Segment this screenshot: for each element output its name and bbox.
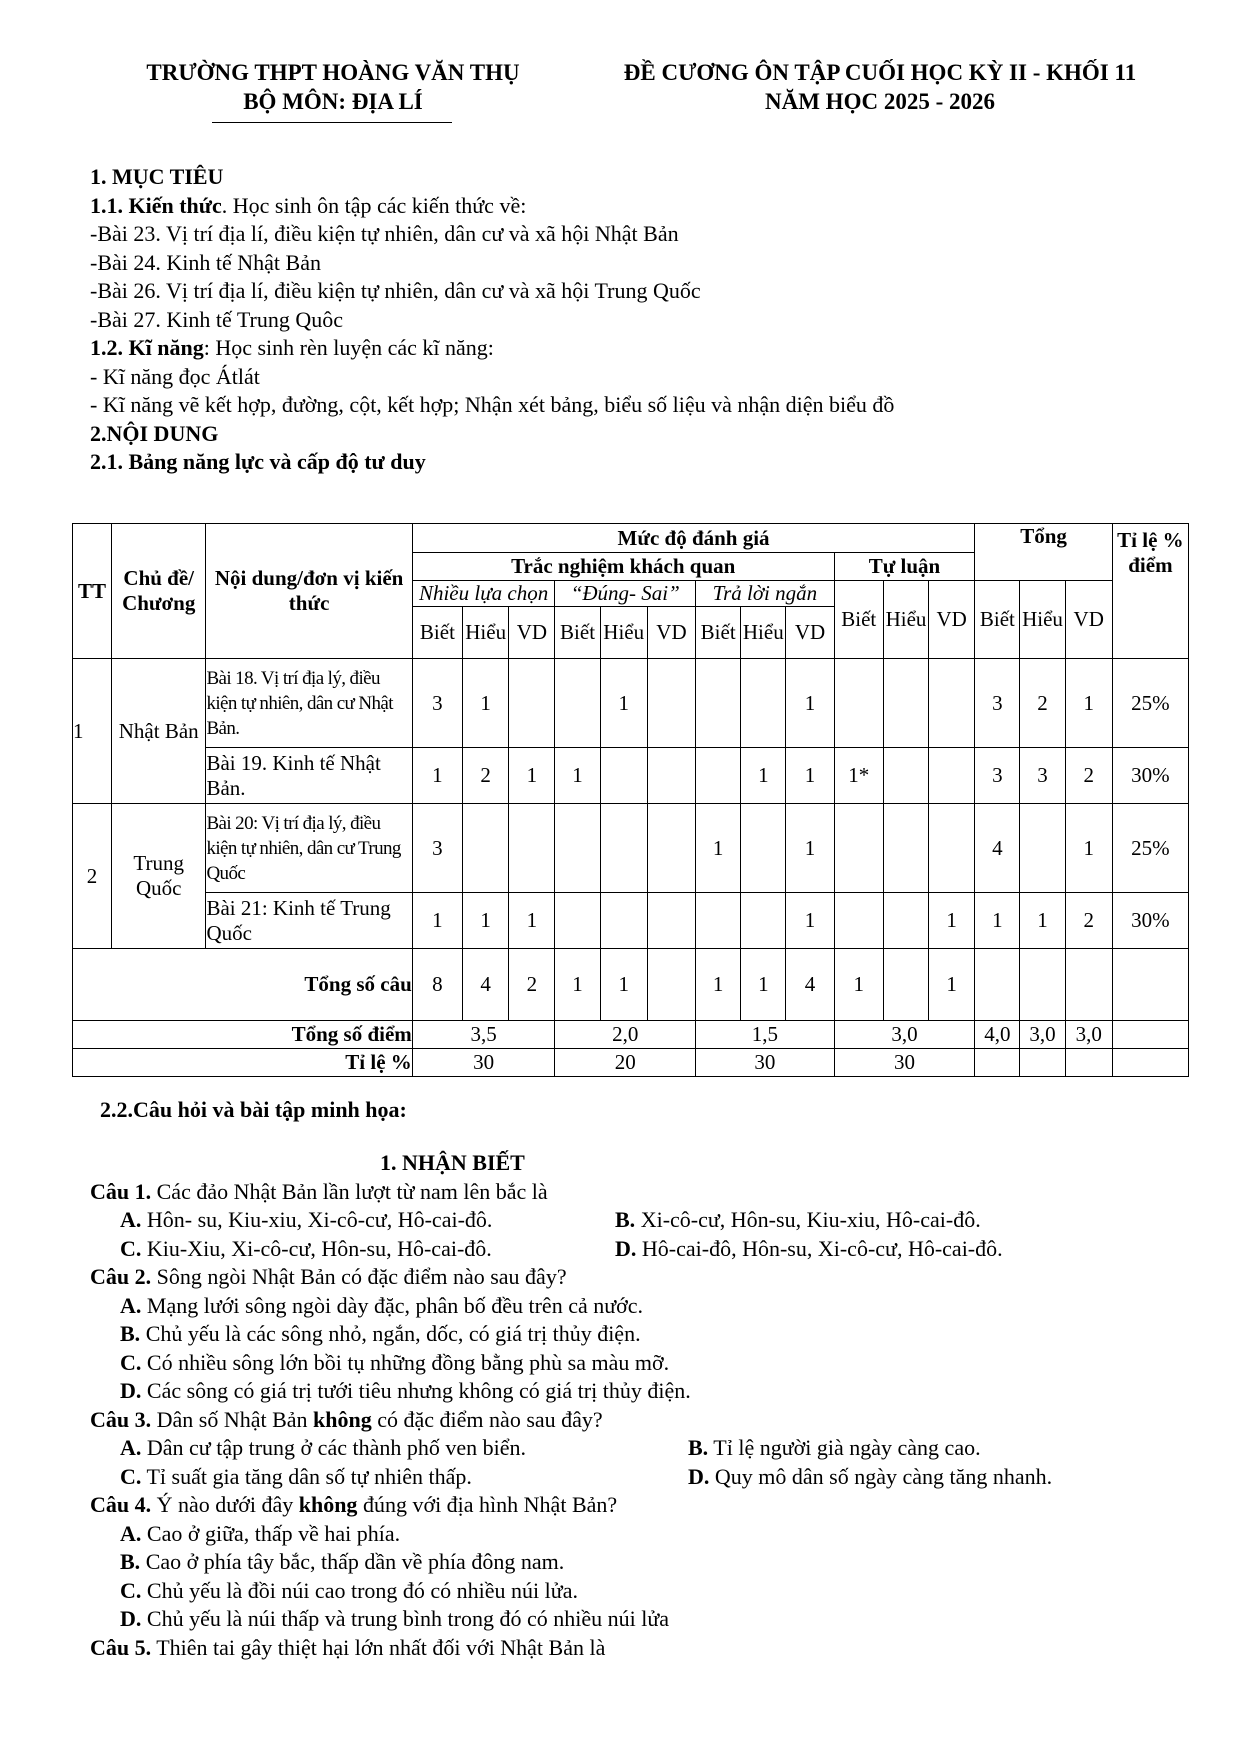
cell (696, 893, 741, 949)
ratio-row (73, 1049, 1189, 1077)
lv-biet: Biết (555, 607, 600, 659)
cell: 1* (834, 748, 883, 804)
cell: 30 (834, 1049, 975, 1077)
cell (929, 748, 975, 804)
cell: 8 (412, 949, 462, 1021)
cell: 1,5 (696, 1021, 835, 1049)
cell: 1 (929, 949, 975, 1021)
cell: 1 (555, 949, 600, 1021)
total-questions-label: Tổng số câu (73, 949, 413, 1021)
question: Câu 1. Các đảo Nhật Bản lần lượt từ nam lên bắc là (90, 1178, 548, 1204)
assessment-matrix (72, 523, 1189, 1077)
option-a: A. Cao ở giữa, thấp về hai phía. (120, 1520, 401, 1546)
cell: 1 (975, 893, 1020, 949)
cell: 3,5 (412, 1021, 555, 1049)
cell (1020, 804, 1065, 893)
option-a: A. Dân cư tập trung ở các thành phố ven biển. (120, 1435, 526, 1460)
col-nlc: Nhiều lựa chọn (412, 581, 555, 607)
row-noidung: Bài 19. Kinh tế Nhật Bản. (206, 748, 412, 804)
school-year: NĂM HỌC 2025 - 2026 (765, 89, 995, 114)
col-chude: Chủ đề/ Chương (112, 524, 206, 659)
lv-hieu: Hiểu (741, 607, 786, 659)
options-row (90, 1206, 1210, 1235)
total-points-label: Tổng số điểm (73, 1021, 413, 1049)
col-tln: Trả lời ngắn (696, 581, 835, 607)
cell: 4 (463, 949, 509, 1021)
lv-vd: VD (786, 607, 834, 659)
lv-hieu: Hiểu (463, 607, 509, 659)
cell (600, 804, 647, 893)
lv-vd: VD (1065, 581, 1112, 659)
cell: 1 (463, 893, 509, 949)
option-d: D. Hô-cai-đô, Hôn-su, Xi-cô-cư, Hô-cai-đô. (615, 1235, 1003, 1261)
col-tt: TT (73, 524, 112, 659)
cell (741, 804, 786, 893)
section-title: 1. MỤC TIÊU (90, 164, 224, 189)
cell: 1 (929, 893, 975, 949)
cell (555, 804, 600, 893)
cell: 1 (786, 804, 834, 893)
knowledge-item: -Bài 26. Vị trí địa lí, điều kiện tự nhiên, dân cư và xã hội Trung Quốc (90, 278, 701, 303)
cell: 4 (975, 804, 1020, 893)
option-c: C. Có nhiều sông lớn bồi tụ những đồng bằng phù sa màu mỡ. (120, 1349, 670, 1375)
cell (600, 893, 647, 949)
cell: 30 (696, 1049, 835, 1077)
cell: 1 (600, 949, 647, 1021)
cell: 1 (509, 748, 555, 804)
skill-item: - Kĩ năng đọc Átlát (90, 363, 260, 389)
lv-biet: Biết (834, 581, 883, 659)
cell (1112, 1049, 1188, 1077)
lv-biet: Biết (975, 581, 1020, 659)
cell: 3,0 (834, 1021, 975, 1049)
cell: 2 (463, 748, 509, 804)
knowledge-item: -Bài 23. Vị trí địa lí, điều kiện tự nhiên, dân cư và xã hội Nhật Bản (90, 221, 679, 246)
col-tile: Tỉ lệ % điểm (1112, 524, 1188, 659)
cell: 20 (555, 1049, 696, 1077)
cell: 4 (786, 949, 834, 1021)
cell (883, 949, 928, 1021)
cell: 2 (1065, 893, 1112, 949)
option-b: B. Tỉ lệ người già ngày càng cao. (688, 1435, 981, 1460)
lv-hieu: Hiểu (883, 581, 928, 659)
section-objectives (90, 163, 1200, 477)
cell: 1 (786, 893, 834, 949)
cell (1020, 1049, 1065, 1077)
col-ds: “Đúng- Sai” (555, 581, 696, 607)
table-row (73, 804, 1189, 893)
cell (741, 893, 786, 949)
cell: 3 (975, 748, 1020, 804)
cell-percent: 25% (1112, 659, 1188, 748)
cell (647, 804, 695, 893)
department: BỘ MÔN: ĐỊA LÍ (243, 89, 423, 114)
option-c: C. Tỉ suất gia tăng dân số tự nhiên thấp. (120, 1463, 472, 1489)
cell (696, 659, 741, 748)
total-points-row (73, 1021, 1189, 1049)
cell: 1 (1065, 804, 1112, 893)
total-questions-row (73, 949, 1189, 1021)
cell: 1 (412, 893, 462, 949)
cell: 1 (555, 748, 600, 804)
cell: 3 (1020, 748, 1065, 804)
lv-hieu: Hiểu (1020, 581, 1065, 659)
cell: 1 (786, 659, 834, 748)
row-tt: 1 (73, 659, 112, 804)
cell: 1 (509, 893, 555, 949)
lv-vd: VD (509, 607, 555, 659)
table-row (73, 748, 1189, 804)
cell (509, 659, 555, 748)
cell (555, 659, 600, 748)
cell: 2,0 (555, 1021, 696, 1049)
cell (975, 1049, 1020, 1077)
cell (883, 893, 928, 949)
cell: 1 (741, 949, 786, 1021)
cell (647, 949, 695, 1021)
cell: 2 (1020, 659, 1065, 748)
cell (647, 748, 695, 804)
doc-header (590, 58, 1170, 116)
option-b: B. Xi-cô-cư, Hôn-su, Kiu-xiu, Hô-cai-đô. (615, 1207, 981, 1232)
option-d: D. Chủ yếu là núi thấp và trung bình trong đó có nhiều núi lửa (120, 1606, 670, 1631)
row-noidung: Bài 18. Vị trí địa lý, điều kiện tự nhiên, dân cư Nhật Bản. (206, 659, 412, 748)
cell (600, 748, 647, 804)
cell (834, 804, 883, 893)
cell: 3 (412, 659, 462, 748)
cell (929, 804, 975, 893)
options-row (90, 1463, 1210, 1492)
option-b: B. Chủ yếu là các sông nhỏ, ngắn, dốc, có giá trị thủy điện. (120, 1321, 641, 1346)
subsection-title: 2.1. Bảng năng lực và cấp độ tư duy (90, 449, 426, 474)
question: Câu 4. Ý nào dưới đây không đúng với địa hình Nhật Bản? (90, 1492, 618, 1517)
option-b: B. Cao ở phía tây bắc, thấp dần về phía đông nam. (120, 1549, 565, 1574)
skills-line: 1.2. Kĩ năng: Học sinh rèn luyện các kĩ năng: (90, 335, 494, 360)
cell (647, 893, 695, 949)
cell: 1 (786, 748, 834, 804)
col-tong: Tổng (975, 524, 1113, 581)
knowledge-item: -Bài 24. Kinh tế Nhật Bản (90, 249, 321, 275)
section-title: 2.NỘI DUNG (90, 420, 219, 446)
cell: 1 (741, 748, 786, 804)
cell-percent: 30% (1112, 893, 1188, 949)
row-noidung: Bài 21: Kinh tế Trung Quốc (206, 893, 412, 949)
cell (834, 893, 883, 949)
cell (883, 659, 928, 748)
lv-biet: Biết (412, 607, 462, 659)
lv-vd: VD (647, 607, 695, 659)
lv-vd: VD (929, 581, 975, 659)
cell (929, 659, 975, 748)
option-d: D. Các sông có giá trị tưới tiêu nhưng không có giá trị thủy điện. (120, 1378, 691, 1403)
cell: 1 (696, 804, 741, 893)
cell: 3 (412, 804, 462, 893)
cell-percent: 25% (1112, 804, 1188, 893)
cell: 4,0 (975, 1021, 1020, 1049)
cell: 1 (463, 659, 509, 748)
col-mucdo: Mức độ đánh giá (412, 524, 975, 553)
table-row (73, 893, 1189, 949)
options-row (90, 1434, 1210, 1463)
school-header (118, 58, 548, 116)
header-underline (212, 122, 452, 123)
cell-percent: 30% (1112, 748, 1188, 804)
table-row (73, 659, 1189, 748)
cell: 30 (412, 1049, 555, 1077)
doc-title: ĐỀ CƯƠNG ÔN TẬP CUỐI HỌC KỲ II - KHỐI 11 (623, 60, 1137, 85)
cell: 1 (1020, 893, 1065, 949)
cell (1112, 949, 1188, 1021)
cell: 2 (509, 949, 555, 1021)
option-c: C. Kiu-Xiu, Xi-cô-cư, Hôn-su, Hô-cai-đô. (120, 1235, 492, 1261)
school-name: TRƯỜNG THPT HOÀNG VĂN THỤ (146, 60, 520, 85)
cell: 3,0 (1065, 1021, 1112, 1049)
col-tnkq: Trắc nghiệm khách quan (412, 553, 834, 581)
cell (1020, 949, 1065, 1021)
cell (883, 748, 928, 804)
cell (834, 659, 883, 748)
level-title: 1. NHẬN BIẾT (380, 1150, 525, 1175)
cell: 3 (975, 659, 1020, 748)
col-noidung: Nội dung/đơn vị kiến thức (206, 524, 412, 659)
cell (463, 804, 509, 893)
row-chude: Trung Quốc (112, 804, 206, 949)
cell (509, 804, 555, 893)
option-a: A. Mạng lưới sông ngòi dày đặc, phân bố đều trên cả nước. (120, 1292, 644, 1318)
cell: 1 (1065, 659, 1112, 748)
cell (883, 804, 928, 893)
skill-item: - Kĩ năng vẽ kết hợp, đường, cột, kết hợp; Nhận xét bảng, biểu số liệu và nhận diện biểu đồ (90, 392, 895, 417)
options-row (90, 1235, 1210, 1264)
option-d: D. Quy mô dân số ngày càng tăng nhanh. (688, 1463, 1053, 1489)
row-noidung: Bài 20: Vị trí địa lý, điều kiện tự nhiên, dân cư Trung Quốc (206, 804, 412, 893)
cell (1065, 949, 1112, 1021)
cell (647, 659, 695, 748)
col-tuluan: Tự luận (834, 553, 975, 581)
cell: 1 (834, 949, 883, 1021)
subsection-title: 2.2.Câu hỏi và bài tập minh họa: (100, 1097, 407, 1122)
option-a: A. Hôn- su, Kiu-xiu, Xi-cô-cư, Hô-cai-đô. (120, 1207, 493, 1232)
lv-biet: Biết (696, 607, 741, 659)
cell: 1 (412, 748, 462, 804)
question: Câu 2. Sông ngòi Nhật Bản có đặc điểm nào sau đây? (90, 1264, 567, 1289)
cell: 2 (1065, 748, 1112, 804)
option-c: C. Chủ yếu là đồi núi cao trong đó có nhiều núi lửa. (120, 1577, 578, 1603)
lv-hieu: Hiểu (600, 607, 647, 659)
knowledge-item: -Bài 27. Kinh tế Trung Quôc (90, 306, 343, 332)
knowledge-line: 1.1. Kiến thức. Học sinh ôn tập các kiến thức về: (90, 192, 527, 218)
question: Câu 5. Thiên tai gây thiệt hại lớn nhất đối với Nhật Bản là (90, 1634, 606, 1660)
cell (1065, 1049, 1112, 1077)
cell: 1 (696, 949, 741, 1021)
cell (696, 748, 741, 804)
cell (1112, 1021, 1188, 1049)
cell: 1 (600, 659, 647, 748)
row-chude: Nhật Bản (112, 659, 206, 804)
cell (741, 659, 786, 748)
cell (555, 893, 600, 949)
row-tt: 2 (73, 804, 112, 949)
question: Câu 3. Dân số Nhật Bản không có đặc điểm nào sau đây? (90, 1406, 603, 1432)
quiz-section (90, 1149, 1210, 1662)
cell: 3,0 (1020, 1021, 1065, 1049)
ratio-label: Tỉ lệ % (73, 1049, 413, 1077)
cell (975, 949, 1020, 1021)
